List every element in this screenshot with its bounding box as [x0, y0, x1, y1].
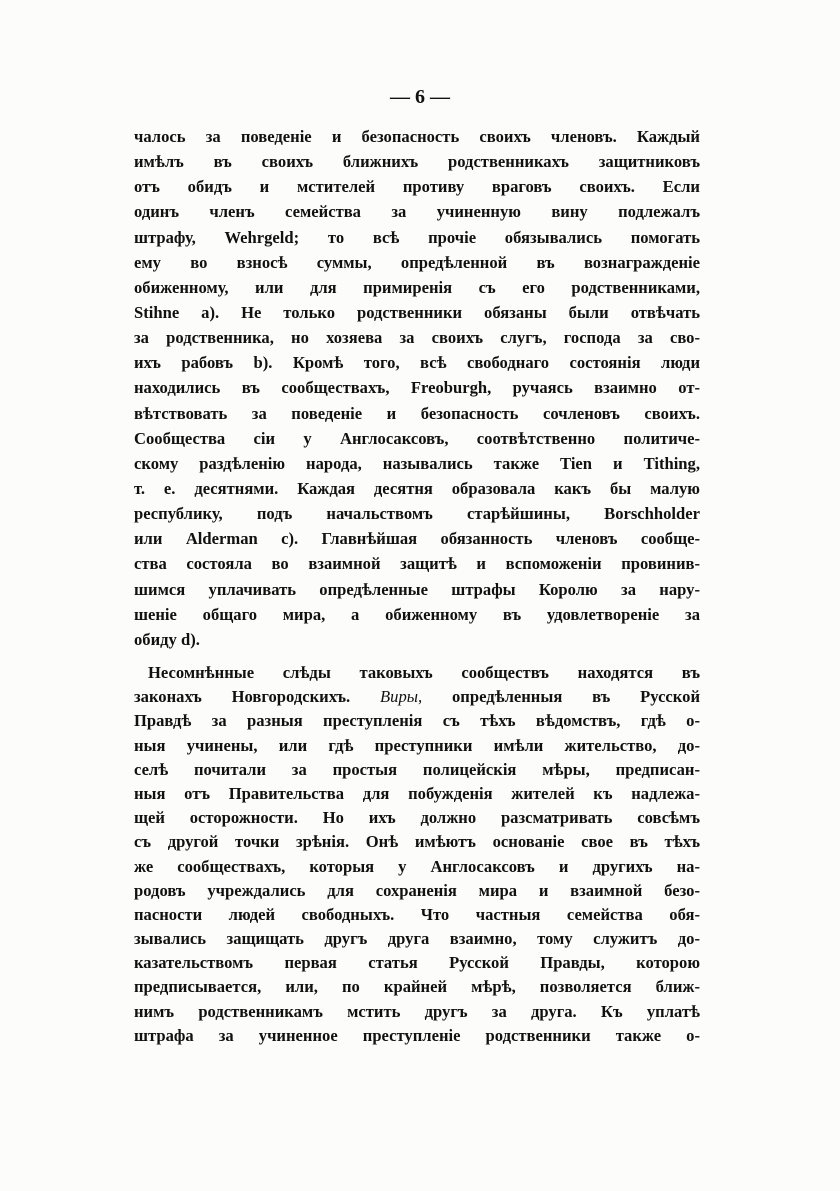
- text-line: родовъ учреждались для сохраненія мира и взаимной безо-: [134, 880, 700, 900]
- text-line: имѣлъ въ своихъ ближнихъ родственникахъ защитниковъ: [134, 152, 700, 172]
- text-line: [134, 685, 700, 709]
- text-line: казательствомъ первая статья Русской Правды, которою: [134, 953, 700, 973]
- text-line: чалось за поведеніе и безопасность своихъ членовъ. Каждый: [134, 127, 700, 146]
- italic-term: Виры,: [380, 687, 423, 707]
- text-segment: опредѣленныя въ Русской: [451, 687, 701, 707]
- text-line: же сообществахъ, которыя у Англосаксовъ и другихъ на-: [134, 856, 700, 876]
- text-line: Несомнѣнные слѣды таковыхъ сообществъ находятся въ: [148, 663, 700, 682]
- text-line: находились въ сообществахъ, Freoburgh, ручаясь взаимно от-: [134, 378, 700, 398]
- text-line: шимся уплачивать опредѣленные штрафы Королю за нару-: [134, 579, 700, 599]
- text-line: ему во взносѣ суммы, опредѣленной въ вознагражденіе: [134, 252, 700, 272]
- page-number: — 6 —: [390, 86, 450, 108]
- text-line: Stihne a). Не только родственники обязаны были отвѣчать: [134, 302, 700, 322]
- text-line: шеніе общаго мира, а обиженному въ удовлетвореніе за: [134, 604, 700, 624]
- text-line: обиду d).: [134, 629, 200, 649]
- text-line: Сообщества сіи у Англосаксовъ, соотвѣтственно политиче-: [134, 428, 700, 448]
- text-line: за родственника, но хозяева за своихъ слугъ, господа за сво-: [134, 328, 700, 348]
- text-line: т. е. десятнями. Каждая десятня образовала какъ бы малую: [134, 478, 700, 498]
- text-line: одинъ членъ семейства за учиненную вину подлежалъ: [134, 202, 700, 222]
- text-line: ства состояла во взаимной защитѣ и вспоможеніи провинив-: [134, 554, 700, 574]
- text-line: или Alderman c). Главнѣйшая обязанность членовъ сообще-: [134, 529, 700, 549]
- text-line: вѣтствовать за поведеніе и безопасность сочленовъ своихъ.: [134, 403, 700, 423]
- text-line: нимъ родственникамъ мстить другъ за друга. Къ уплатѣ: [134, 1001, 700, 1021]
- text-line: селѣ почитали за простыя полицейскія мѣры, предписан-: [134, 759, 700, 779]
- text-line: зывались защищать другъ друга взаимно, тому служитъ до-: [134, 929, 700, 949]
- text-segment: законахъ Новгородскихъ.: [134, 687, 351, 707]
- text-line: ныя отъ Правительства для побужденія жителей къ надлежа-: [134, 783, 700, 803]
- text-line: штрафу, Wehrgeld; то всѣ прочіе обязывались помогать: [134, 227, 700, 247]
- text-line: щей осторожности. Но ихъ должно разсматривать совсѣмъ: [134, 808, 700, 828]
- text-line: съ другой точки зрѣнія. Онѣ имѣютъ основаніе свое въ тѣхъ: [134, 832, 700, 852]
- text-line: ныя учинены, или гдѣ преступники имѣли жительство, до-: [134, 735, 700, 755]
- text-line: отъ обидъ и мстителей противу враговъ своихъ. Если: [134, 177, 700, 197]
- text-line: предписывается, или, по крайней мѣрѣ, позволяется ближ-: [134, 977, 700, 997]
- text-line: обиженному, или для примиренія съ его родственниками,: [134, 277, 700, 297]
- paragraph-2: [134, 661, 700, 1048]
- text-line: штрафа за учиненное преступленіе родственники также о-: [134, 1025, 700, 1045]
- text-line: республику, подъ начальствомъ старѣйшины, Borschholder: [134, 504, 700, 524]
- text-line: пасности людей свободныхъ. Что частныя семейства обя-: [134, 904, 700, 924]
- text-line: ихъ рабовъ b). Кромѣ того, всѣ свободнаго состоянія люди: [134, 353, 700, 373]
- text-line: Правдѣ за разныя преступленія съ тѣхъ вѣдомствъ, гдѣ о-: [134, 711, 700, 731]
- paragraph-1: [134, 124, 700, 652]
- text-line: скому раздѣленію народа, назывались также Tien и Tithing,: [134, 453, 700, 473]
